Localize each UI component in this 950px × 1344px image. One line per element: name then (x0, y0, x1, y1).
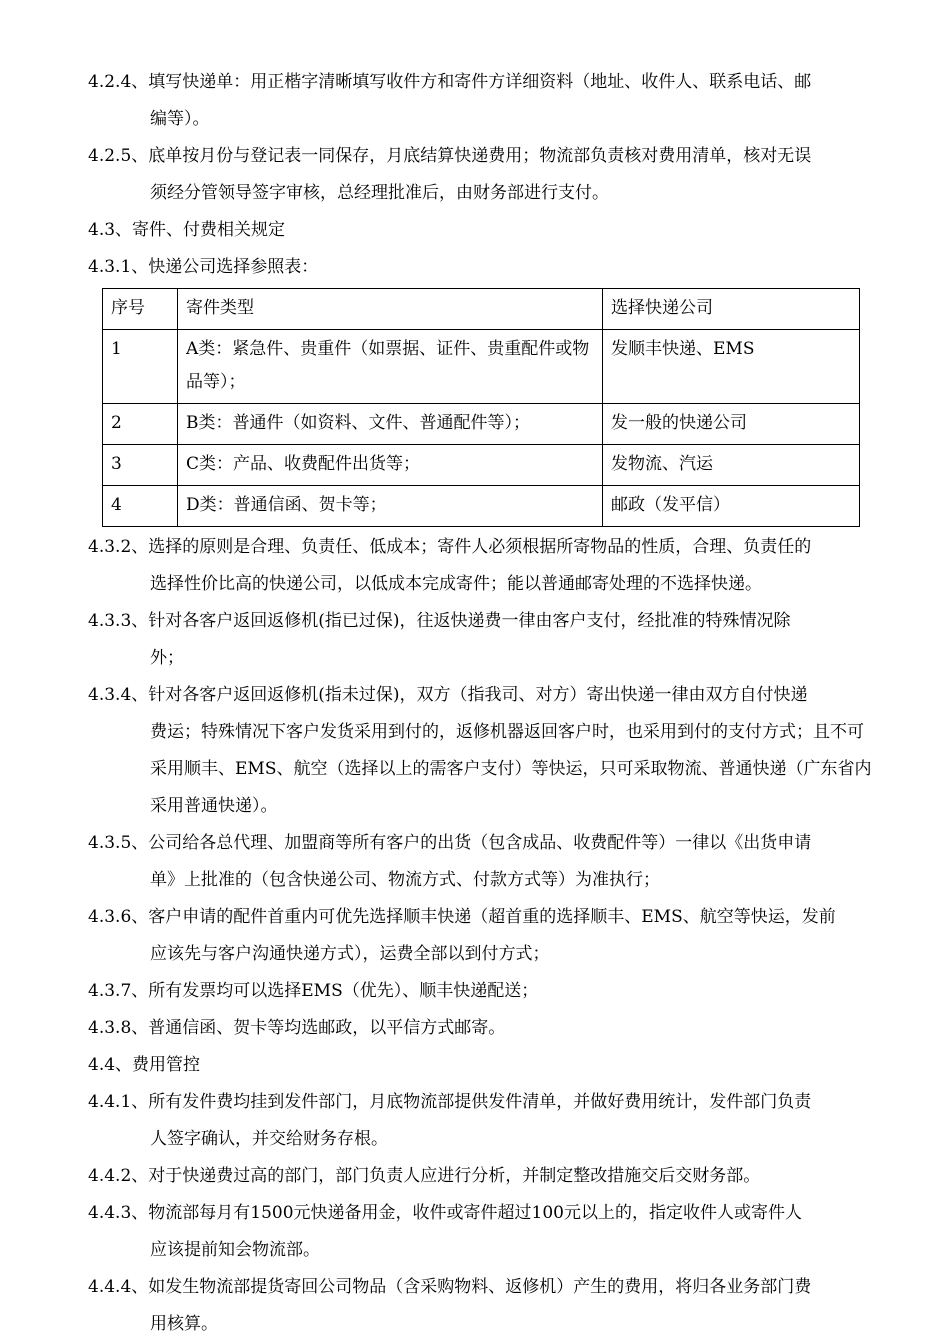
table-cell-type: C类：产品、收费配件出货等； (178, 445, 603, 486)
table-cell-company: 发物流、汽运 (603, 445, 860, 486)
table-header-type: 寄件类型 (178, 289, 603, 330)
table-header-row (103, 289, 860, 330)
table-row (103, 404, 860, 445)
clause-4-4-2 (88, 1158, 878, 1195)
table-cell-type: A类：紧急件、贵重件（如票据、证件、贵重配件或物品等）； (178, 330, 603, 404)
clause-4-3-7-lead: 4.3.7、所有发票均可以选择EMS（优先）、顺丰快递配送； (88, 981, 539, 1001)
clause-4-4-4-lead: 4.4.4、如发生物流部提货寄回公司物品（含采购物料、返修机）产生的费用，将归各业务部门费 (88, 1277, 812, 1297)
section-heading-4-4: 4.4、费用管控 (88, 1055, 201, 1075)
clause-4-3-3-lead: 4.3.3、针对各客户返回返修机(指已过保)，往返快递费一律由客户支付，经批准的特殊情况除 (88, 611, 791, 631)
clause-4-3-4-cont: 费运；特殊情况下客户发货采用到付的，返修机器返回客户时，也采用到付的支付方式；且不可采用顺丰、EMS、航空（选择以上的需客户支付）等快运，只可采取物流、普通快递（广东省内采用普通快递）。 (150, 722, 872, 816)
clause-4-4-3 (88, 1195, 878, 1269)
table-header-company: 选择快递公司 (603, 289, 860, 330)
table-cell-company: 邮政（发平信） (603, 486, 860, 527)
clause-4-3-5-cont: 单》上批准的（包含快递公司、物流方式、付款方式等）为准执行； (150, 870, 660, 890)
express-company-table (102, 288, 860, 527)
clause-4-3-2-cont: 选择性价比高的快递公司，以低成本完成寄件；能以普通邮寄处理的不选择快递。 (150, 574, 762, 594)
clause-4-4-1 (88, 1084, 878, 1158)
clause-4-3-4-lead: 4.3.4、针对各客户返回返修机(指未过保)，双方（指我司、对方）寄出快递一律由双方自付快递 (88, 685, 808, 705)
clause-4-3-6-cont: 应该先与客户沟通快递方式），运费全部以到付方式； (150, 944, 550, 964)
table-cell-type: B类：普通件（如资料、文件、普通配件等）； (178, 404, 603, 445)
section-heading-4-3: 4.3、寄件、付费相关规定 (88, 220, 286, 240)
clause-4-3-5-lead: 4.3.5、公司给各总代理、加盟商等所有客户的出货（包含成品、收费配件等）一律以《出货申请 (88, 833, 812, 853)
table-cell-no: 3 (103, 445, 178, 486)
document-page (88, 64, 878, 1343)
clause-4-4-4 (88, 1269, 878, 1343)
table-cell-type: D类：普通信函、贺卡等； (178, 486, 603, 527)
clause-4-3-6 (88, 899, 878, 973)
table-cell-no: 4 (103, 486, 178, 527)
clause-4-3-8 (88, 1010, 878, 1047)
clause-4-2-5-lead: 4.2.5、底单按月份与登记表一同保存，月底结算快递费用；物流部负责核对费用清单，核对无误 (88, 146, 812, 166)
clause-4-3-5 (88, 825, 878, 899)
clause-4-2-4-lead: 4.2.4、填写快递单：用正楷字清晰填写收件方和寄件方详细资料（地址、收件人、联系电话、邮 (88, 72, 812, 92)
table-cell-company: 发顺丰快递、EMS (603, 330, 860, 404)
clause-4-3-1: 4.3.1、快递公司选择参照表： (88, 257, 319, 277)
clause-4-3-8-lead: 4.3.8、普通信函、贺卡等均选邮政，以平信方式邮寄。 (88, 1018, 506, 1038)
table-cell-no: 1 (103, 330, 178, 404)
clause-4-3-2 (88, 529, 878, 603)
clause-4-3-7 (88, 973, 878, 1010)
clause-4-3-2-lead: 4.3.2、选择的原则是合理、负责任、低成本；寄件人必须根据所寄物品的性质，合理、负责任的 (88, 537, 812, 557)
clause-4-4-4-cont: 用核算。 (150, 1314, 218, 1334)
table-header-no: 序号 (103, 289, 178, 330)
clause-4-2-5 (88, 138, 878, 212)
clause-4-4-1-cont: 人签字确认，并交给财务存根。 (150, 1129, 388, 1149)
clause-4-3-3 (88, 603, 878, 677)
clause-4-4-3-lead: 4.4.3、物流部每月有1500元快递备用金，收件或寄件超过100元以上的，指定收件人或寄件人 (88, 1203, 802, 1223)
clause-4-4-1-lead: 4.4.1、所有发件费均挂到发件部门，月底物流部提供发件清单，并做好费用统计，发件部门负责 (88, 1092, 812, 1112)
clause-4-3-3-cont: 外； (150, 648, 184, 668)
clause-4-2-4-cont: 编等）。 (150, 109, 210, 129)
clause-4-2-5-cont: 须经分管领导签字审核，总经理批准后，由财务部进行支付。 (150, 183, 609, 203)
clause-4-4-3-cont: 应该提前知会物流部。 (150, 1240, 320, 1260)
table-cell-no: 2 (103, 404, 178, 445)
table-row (103, 486, 860, 527)
clause-4-4-2-lead: 4.4.2、对于快递费过高的部门，部门负责人应进行分析，并制定整改措施交后交财务部。 (88, 1166, 761, 1186)
table-cell-company: 发一般的快递公司 (603, 404, 860, 445)
table-row (103, 445, 860, 486)
table-row (103, 330, 860, 404)
clause-4-3-6-lead: 4.3.6、客户申请的配件首重内可优先选择顺丰快递（超首重的选择顺丰、EMS、航空等快运，发前 (88, 907, 836, 927)
clause-4-3-4 (88, 677, 878, 825)
clause-4-2-4 (88, 64, 878, 138)
